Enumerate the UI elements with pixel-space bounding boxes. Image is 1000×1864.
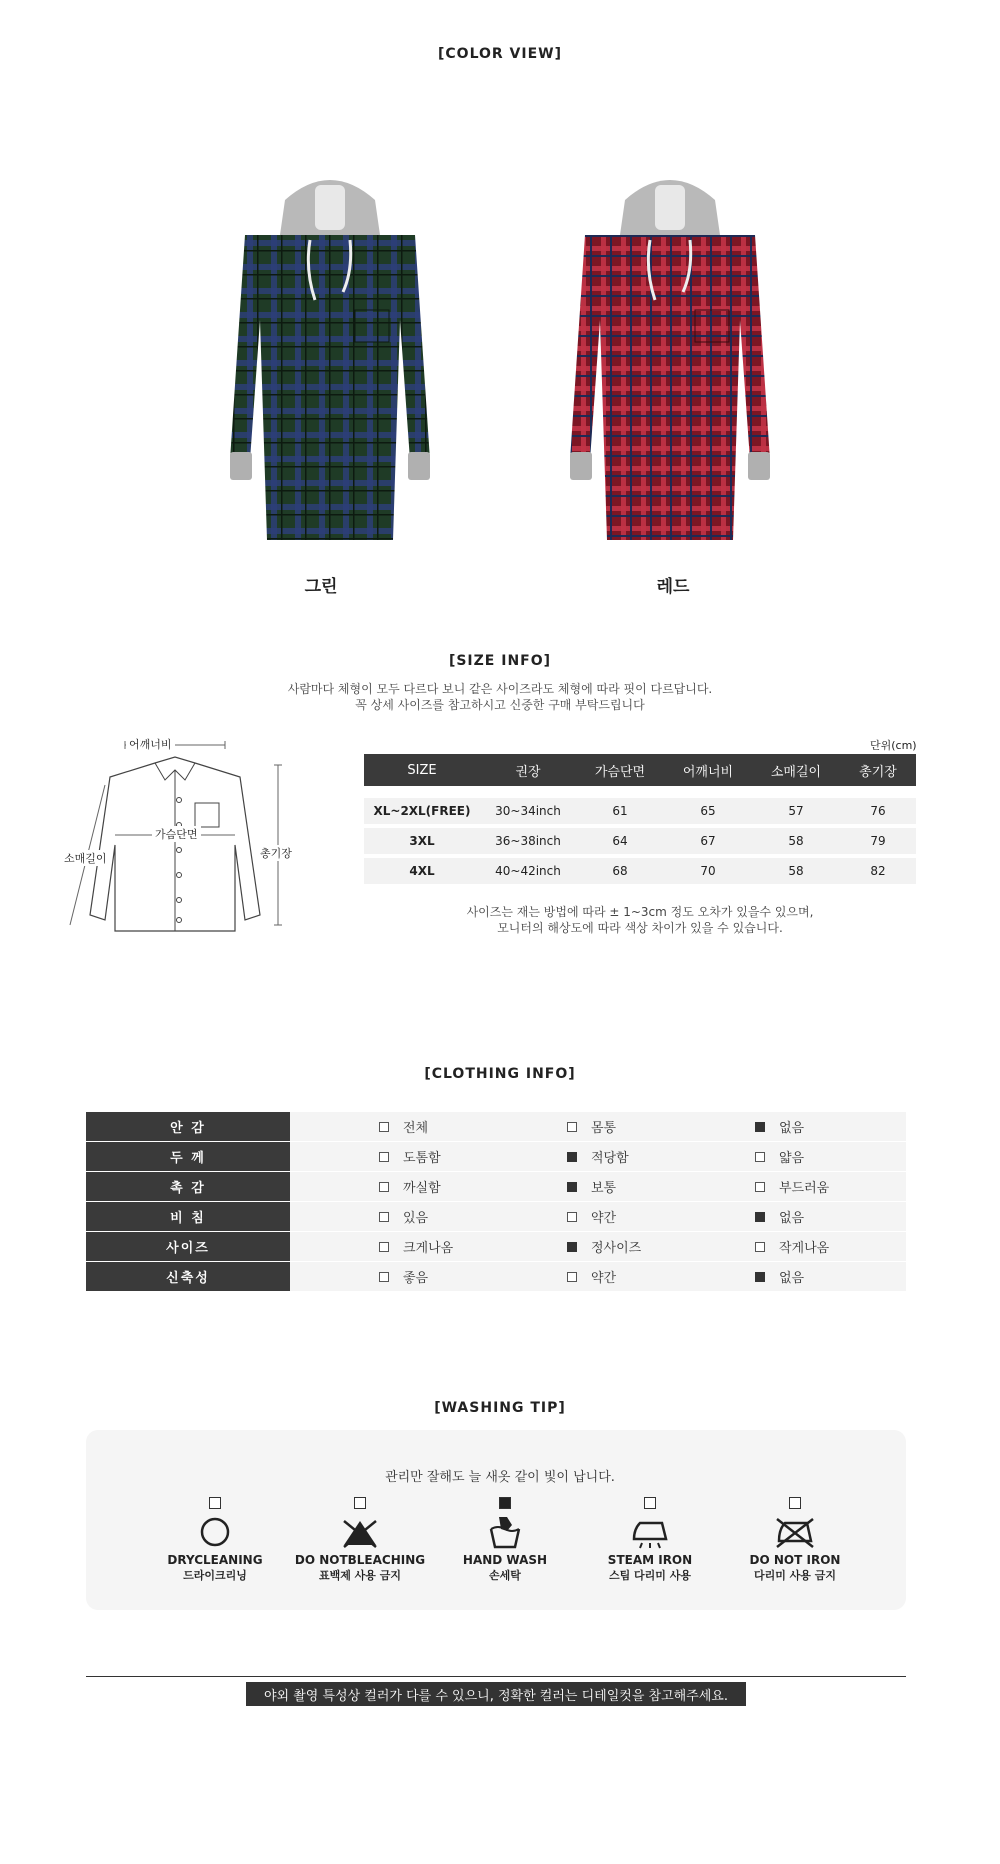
wash-label-en: HAND WASH xyxy=(462,1553,548,1567)
checkbox-checked-icon xyxy=(567,1242,577,1252)
checkbox-checked-icon xyxy=(755,1122,765,1132)
wash-label-en: DO NOT IRON xyxy=(749,1553,841,1567)
option-label: 크게나옴 xyxy=(403,1241,454,1256)
size-cell: 3XL xyxy=(409,834,435,848)
washing-tip-title: [WASHING TIP] xyxy=(434,1400,566,1416)
wash-label-ko: 다리미 사용 금지 xyxy=(753,1569,837,1582)
option-lining-body xyxy=(567,1112,616,1141)
wash-label-ko: 드라이크리닝 xyxy=(183,1569,247,1582)
size-cell: 70 xyxy=(700,864,716,878)
wash-item-steam-iron xyxy=(570,1497,730,1583)
clothing-row-texture xyxy=(86,1172,906,1201)
red-shirt-image xyxy=(555,160,785,540)
size-header-chest: 가슴단면 xyxy=(594,764,646,780)
clothing-row-label: 두 께 xyxy=(86,1142,290,1171)
checkbox-icon xyxy=(755,1242,765,1252)
option-sheer-none xyxy=(755,1202,804,1231)
option-size-small xyxy=(755,1232,829,1261)
size-cell: XL~2XL(FREE) xyxy=(373,804,471,818)
checkbox-icon xyxy=(379,1242,389,1252)
checkbox-checked-icon xyxy=(567,1182,577,1192)
size-cell: 36~38inch xyxy=(495,834,561,848)
footer-notice: 야외 촬영 특성상 컬러가 다를 수 있으니, 정확한 컬러는 디테일컷을 참고해주세요. xyxy=(246,1682,746,1706)
size-cell: 67 xyxy=(700,834,716,848)
green-shirt-image xyxy=(215,160,445,540)
clothing-row-label: 안 감 xyxy=(86,1112,290,1141)
clothing-info-title: [CLOTHING INFO] xyxy=(424,1066,576,1082)
option-label: 보통 xyxy=(591,1181,617,1196)
checkbox-icon xyxy=(644,1497,656,1509)
option-label: 있음 xyxy=(403,1211,429,1226)
option-thickness-thin xyxy=(755,1142,804,1171)
size-cell: 58 xyxy=(788,864,804,878)
size-cell: 76 xyxy=(870,804,886,818)
option-thickness-thick xyxy=(379,1142,441,1171)
size-cell: 4XL xyxy=(409,864,435,878)
option-sheer-slight xyxy=(567,1202,616,1231)
wash-label-ko: 표백제 사용 금지 xyxy=(318,1569,402,1582)
option-stretch-good xyxy=(379,1262,428,1291)
checkbox-icon xyxy=(755,1182,765,1192)
option-lining-full xyxy=(379,1112,428,1141)
checkbox-checked-icon xyxy=(755,1212,765,1222)
checkbox-icon xyxy=(379,1272,389,1282)
size-table-header xyxy=(364,754,916,786)
wash-item-drycleaning xyxy=(135,1497,295,1583)
option-label: 부드러움 xyxy=(779,1181,830,1196)
size-cell: 79 xyxy=(870,834,886,848)
checkbox-icon xyxy=(755,1152,765,1162)
option-label: 작게나옴 xyxy=(779,1241,830,1256)
option-thickness-medium xyxy=(567,1142,629,1171)
diagram-length-label: 총기장 xyxy=(260,847,292,860)
table-row xyxy=(364,858,916,884)
wash-label-en: DO NOTBLEACHING xyxy=(294,1553,426,1567)
diagram-shoulder-label: 어깨너비 xyxy=(126,736,175,752)
checkbox-icon xyxy=(567,1122,577,1132)
checkbox-icon xyxy=(209,1497,221,1509)
no-bleach-icon xyxy=(338,1515,382,1549)
checkbox-icon xyxy=(789,1497,801,1509)
clothing-row-stretch xyxy=(86,1262,906,1291)
size-cell: 58 xyxy=(788,834,804,848)
wash-item-hand-wash xyxy=(425,1497,585,1583)
clothing-info-table xyxy=(86,1112,906,1292)
size-cell: 61 xyxy=(612,804,628,818)
checkbox-icon xyxy=(379,1122,389,1132)
option-stretch-none xyxy=(755,1262,804,1291)
size-header-length: 총기장 xyxy=(859,764,897,780)
wash-item-no-iron xyxy=(715,1497,875,1583)
option-stretch-slight xyxy=(567,1262,616,1291)
option-label: 없음 xyxy=(779,1211,805,1226)
clothing-row-label: 촉 감 xyxy=(86,1172,290,1201)
size-desc-line1: 사람마다 체형이 모두 다르다 보니 같은 사이즈라도 체형에 따라 핏이 다르답니다. xyxy=(287,682,713,696)
clothing-row-size xyxy=(86,1232,906,1261)
wash-label-ko: 손세탁 xyxy=(489,1569,521,1582)
checkbox-icon xyxy=(567,1272,577,1282)
option-lining-none xyxy=(755,1112,804,1141)
diagram-chest-label: 가슴단면 xyxy=(152,826,201,842)
swatch-label-red: 레드 xyxy=(656,577,690,597)
checkbox-icon xyxy=(379,1182,389,1192)
checkbox-checked-icon xyxy=(755,1272,765,1282)
size-note-line1: 사이즈는 재는 방법에 따라 ± 1~3cm 정도 오차가 있을수 있으며, xyxy=(466,905,814,919)
size-header-sleeve: 소매길이 xyxy=(770,764,822,780)
size-cell: 68 xyxy=(612,864,628,878)
clothing-row-label: 신축성 xyxy=(86,1262,290,1291)
option-label: 없음 xyxy=(779,1271,805,1286)
checkbox-icon xyxy=(354,1497,366,1509)
size-cell: 65 xyxy=(700,804,716,818)
hand-wash-icon xyxy=(485,1515,525,1549)
checkbox-icon xyxy=(379,1212,389,1222)
option-size-large xyxy=(379,1232,453,1261)
washing-subtitle: 관리만 잘해도 늘 새옷 같이 빛이 납니다. xyxy=(385,1470,615,1485)
clothing-row-lining xyxy=(86,1112,906,1141)
option-texture-rough xyxy=(379,1172,441,1201)
checkbox-checked-icon xyxy=(567,1152,577,1162)
option-label: 없음 xyxy=(779,1121,805,1136)
diagram-sleeve-label: 소매길이 xyxy=(64,852,107,865)
size-header-size: SIZE xyxy=(407,762,437,778)
wash-item-no-bleach xyxy=(280,1497,440,1583)
option-label: 전체 xyxy=(403,1121,429,1136)
size-info-title: [SIZE INFO] xyxy=(448,653,552,669)
wash-label-en: STEAM IRON xyxy=(607,1553,693,1567)
option-label: 좋음 xyxy=(403,1271,429,1286)
size-cell: 82 xyxy=(870,864,886,878)
wash-label-ko: 스팀 다리미 사용 xyxy=(608,1569,692,1582)
checkbox-icon xyxy=(379,1152,389,1162)
clothing-row-sheerness xyxy=(86,1202,906,1231)
steam-iron-icon xyxy=(628,1515,672,1549)
option-label: 정사이즈 xyxy=(591,1241,642,1256)
option-label: 까실함 xyxy=(403,1181,441,1196)
size-header-recommend: 권장 xyxy=(515,764,541,780)
clothing-row-label: 사이즈 xyxy=(86,1232,290,1261)
footer-divider xyxy=(86,1676,906,1677)
color-view-title: [COLOR VIEW] xyxy=(438,46,562,62)
swatch-label-green: 그린 xyxy=(304,577,338,597)
clothing-row-thickness xyxy=(86,1142,906,1171)
option-label: 얇음 xyxy=(779,1151,805,1166)
wash-label-en: DRYCLEANING xyxy=(167,1553,263,1567)
table-row xyxy=(364,828,916,854)
checkbox-checked-icon xyxy=(499,1497,511,1509)
checkbox-icon xyxy=(567,1212,577,1222)
size-cell: 30~34inch xyxy=(495,804,561,818)
option-label: 약간 xyxy=(591,1271,617,1286)
option-texture-normal xyxy=(567,1172,616,1201)
drycleaning-icon xyxy=(195,1515,235,1549)
clothing-row-label: 비 침 xyxy=(86,1202,290,1231)
size-unit: 단위(cm) xyxy=(870,739,917,752)
option-texture-soft xyxy=(755,1172,829,1201)
size-cell: 64 xyxy=(612,834,628,848)
option-label: 몸통 xyxy=(591,1121,617,1136)
size-cell: 57 xyxy=(788,804,804,818)
option-sheer-yes xyxy=(379,1202,428,1231)
size-table xyxy=(364,754,916,884)
option-label: 도톰함 xyxy=(403,1151,441,1166)
option-size-true xyxy=(567,1232,641,1261)
size-note-line2: 모니터의 해상도에 따라 색상 차이가 있을 수 있습니다. xyxy=(497,921,783,935)
option-label: 약간 xyxy=(591,1211,617,1226)
size-cell: 40~42inch xyxy=(495,864,561,878)
no-iron-icon xyxy=(773,1515,817,1549)
table-row xyxy=(364,798,916,824)
size-desc-line2: 꼭 상세 사이즈를 참고하시고 신중한 구매 부탁드립니다 xyxy=(355,698,645,712)
size-diagram xyxy=(60,735,320,950)
size-header-shoulder: 어깨너비 xyxy=(682,764,734,780)
option-label: 적당함 xyxy=(591,1151,629,1166)
